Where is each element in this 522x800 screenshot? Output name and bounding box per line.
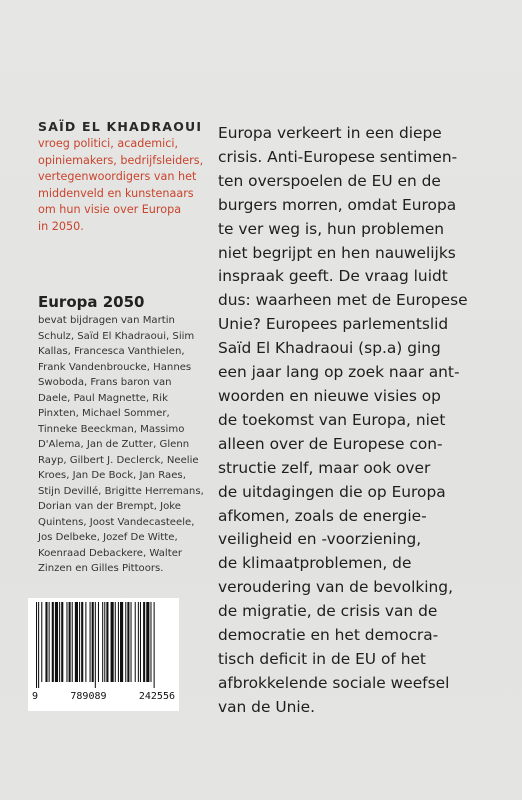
- author-name: SAÏD EL KHADRAOUI: [38, 119, 203, 134]
- book-title: Europa 2050: [38, 293, 145, 311]
- contributors-line: Schulz, Saïd El Khadraoui, Siim: [38, 330, 195, 342]
- blurb-line: burgers morren, omdat Europa: [218, 195, 457, 214]
- blurb-line: een jaar lang op zoek naar ant-: [218, 363, 460, 382]
- contributors-line: Jos Delbeke, Jozef De Witte,: [38, 532, 178, 543]
- barcode-bar: [69, 602, 71, 682]
- barcode-bar: [90, 602, 91, 682]
- isbn-barcode: [28, 598, 179, 711]
- barcode-bar: [49, 602, 50, 682]
- blurb-line: afbrokkelende sociale weefsel: [218, 673, 450, 692]
- contributors-line: Kallas, Francesca Vanthielen,: [38, 346, 185, 357]
- barcode-bar: [36, 602, 37, 688]
- barcode-bar: [61, 602, 63, 682]
- contributors-line: bevat bijdragen van Martin: [38, 315, 175, 326]
- barcode-bar: [115, 602, 116, 682]
- blurb-line: democratie en het democra-: [218, 626, 439, 645]
- blurb-line: niet begrijpt en hen nauwelijks: [218, 243, 456, 262]
- blurb-line: Europa verkeert in een diepe: [218, 124, 442, 142]
- contributors-line: Pinxten, Michael Sommer,: [38, 408, 170, 419]
- author-description-line: om hun visie over Europa: [38, 203, 182, 217]
- barcode-bar: [135, 602, 136, 682]
- blurb-line: woorden en nieuwe visies op: [218, 386, 441, 405]
- contributors-line: Tinneke Beeckman, Massimo: [38, 423, 185, 435]
- blurb-line: de migratie, de crisis van de: [218, 602, 438, 621]
- barcode-bar: [154, 602, 155, 688]
- contributors-line: Koenraad Debackere, Walter: [38, 547, 183, 559]
- barcode-bar: [81, 602, 83, 682]
- blurb-line: alleen over de Europese con-: [218, 434, 443, 453]
- contributors-line: D'Alema, Jan de Zutter, Glenn: [38, 439, 190, 450]
- contributors-line: Stijn Devillé, Brigitte Herremans,: [38, 485, 204, 497]
- blurb-text: [218, 122, 468, 720]
- contributors-line: Swoboda, Frans baron van: [38, 377, 172, 388]
- blurb-line: van de Unie.: [218, 697, 315, 716]
- contributors-line: Zinzen en Gilles Pittoors.: [38, 563, 164, 574]
- blurb-line: de klimaatproblemen, de: [218, 554, 412, 573]
- contributors-line: Frank Vandenbroucke, Hannes: [38, 361, 192, 373]
- blurb-line: Unie? Europees parlementslid: [218, 315, 449, 334]
- barcode-bar: [79, 602, 80, 682]
- barcode-bar: [45, 602, 47, 682]
- barcode-bar: [75, 602, 78, 682]
- author-description-line: opiniemakers, bedrijfsleiders,: [38, 153, 204, 167]
- barcode-bar: [127, 602, 129, 682]
- contributors-line: Daele, Paul Magnette, Rik: [38, 392, 168, 404]
- barcode-bar: [140, 602, 141, 682]
- barcode-bar: [95, 602, 96, 688]
- barcode-bar: [98, 602, 99, 682]
- barcode-bar: [66, 602, 67, 682]
- barcode-bar: [52, 602, 54, 682]
- blurb-line: Saïd El Khadraoui (sp.a) ging: [218, 339, 441, 358]
- blurb-line: inspraak geeft. De vraag luidt: [218, 267, 448, 286]
- barcode-bar: [106, 602, 108, 682]
- barcode-bar: [143, 602, 145, 682]
- barcode-bar: [38, 602, 39, 688]
- blurb-line: de toekomst van Europa, niet: [218, 410, 446, 429]
- author-description-line: vertegenwoordigers van het: [38, 170, 197, 184]
- author-description: [38, 136, 208, 236]
- contributors-list: [38, 313, 204, 577]
- barcode-digit-group: 242556: [138, 691, 175, 702]
- contributors-line: Dorian van der Brempt, Joke: [38, 501, 181, 512]
- contributors-line: Quintens, Joost Vandecasteele,: [38, 516, 195, 528]
- barcode-bar: [85, 602, 86, 682]
- barcode-bar: [138, 602, 139, 682]
- barcode-bar: [59, 602, 60, 682]
- contributors-line: Rayp, Gilbert J. Declerck, Neelie: [38, 454, 199, 466]
- blurb-line: tisch deficit in de EU of het: [218, 649, 426, 668]
- barcode-bar: [111, 602, 114, 682]
- barcode-bar: [92, 602, 94, 682]
- barcode-digit-group: 789089: [70, 691, 107, 702]
- barcode-number: [32, 691, 175, 702]
- barcode-bar: [55, 602, 58, 682]
- author-description-line: vroeg politici, academici,: [38, 137, 179, 150]
- barcode-bar: [131, 602, 132, 682]
- barcode-bar: [104, 602, 105, 682]
- blurb-line: crisis. Anti-Europese sentimen-: [218, 147, 458, 166]
- barcode-bar: [125, 602, 126, 682]
- blurb-line: structie zelf, maar ook over: [218, 458, 431, 477]
- blurb-line: dus: waarheen met de Europese: [218, 291, 468, 310]
- blurb-line: te ver weg is, hun problemen: [218, 219, 445, 238]
- author-section: [38, 118, 208, 236]
- blurb-line: ten overspoelen de EU en de: [218, 171, 441, 190]
- blurb-line: de uitdagingen die op Europa: [218, 482, 446, 501]
- barcode-bar: [120, 602, 123, 682]
- barcode-bars: [34, 602, 173, 688]
- blurb-line: veiligheid en -voorziening,: [218, 530, 422, 549]
- barcode-digit-group: 9: [32, 691, 39, 702]
- contributors-line: Kroes, Jan De Bock, Jan Raes,: [38, 470, 186, 481]
- barcode-bar: [118, 602, 119, 682]
- barcode-bar: [150, 602, 151, 682]
- barcode-bar: [41, 602, 42, 682]
- blurb-line: afkomen, zoals de energie-: [218, 506, 427, 525]
- blurb-line: veroudering van de bevolking,: [218, 578, 453, 597]
- author-description-line: middenveld en kunstenaars: [38, 186, 194, 200]
- author-description-line: in 2050.: [38, 219, 84, 233]
- barcode-bar: [72, 602, 73, 682]
- barcode-bar: [102, 602, 103, 682]
- barcode-bar: [146, 602, 149, 682]
